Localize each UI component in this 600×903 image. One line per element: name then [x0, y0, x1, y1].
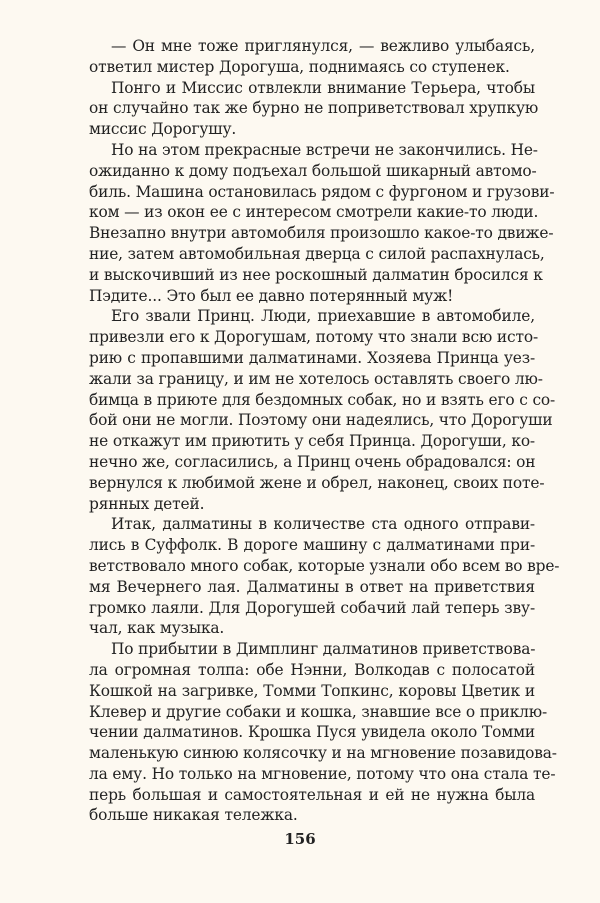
text-line: Кошкой на загривке, Томми Топкинс, коровы Цветик и	[89, 681, 535, 700]
paragraph-6	[89, 639, 557, 826]
text-line: бимца в приюте для бездомных собак, но и взять его с со-	[89, 390, 556, 409]
paragraph-2	[89, 78, 539, 140]
text-line: рию с пропавшими далматинами. Хозяева Принца уез-	[89, 348, 535, 367]
paragraph-5	[89, 514, 560, 639]
text-line: бой они не могли. Поэтому они надеялись, что Дорогуши	[89, 411, 553, 430]
text-line: ком — из окон ее с интересом смотрели какие-то люди.	[89, 203, 539, 222]
text-line: мя Вечернего лая. Далматины в ответ на приветствия	[89, 577, 535, 596]
text-line: жали за границу, и им не хотелось оставлять своего лю-	[89, 369, 543, 388]
page-text	[89, 36, 560, 826]
text-line: По прибытии в Димплинг далматинов приветствова-	[111, 640, 536, 659]
text-line: больше никакая тележка.	[89, 806, 298, 825]
text-line: миссис Дорогушу.	[89, 120, 237, 139]
paragraph-4	[89, 306, 556, 514]
text-line: ла огромная толпа: обе Нэнни, Волкодав с полосатой	[89, 660, 535, 679]
paragraph-3	[89, 140, 555, 306]
text-line: — Он мне тоже приглянулся, — вежливо улыбаясь,	[111, 37, 535, 55]
text-line: Его звали Принц. Люди, приехавшие в автомобиле,	[111, 307, 535, 326]
text-line: Клевер и другие собаки и кошка, знавшие все о приклю-	[89, 702, 548, 721]
text-line: он случайно так же бурно не поприветствовал хрупкую	[89, 99, 539, 118]
text-line: не откажут им приютить у себя Принца. Дорогуши, ко-	[89, 432, 535, 451]
text-line: ла ему. Но только на мгновение, потому что она стала те-	[89, 764, 556, 783]
text-line: ответил мистер Дорогуша, поднимаясь со ступенек.	[89, 57, 510, 76]
text-line: перь большая и самостоятельная и ей не нужна была	[89, 785, 535, 804]
text-line: лись в Суффолк. В дороге машину с далматинами при-	[89, 536, 535, 555]
text-line: и выскочивший из нее роскошный далматин бросился к	[89, 265, 543, 284]
text-line: Итак, далматины в количестве ста одного отправи-	[111, 515, 535, 534]
page-number: 156	[284, 830, 316, 848]
text-line: рянных детей.	[89, 494, 205, 513]
text-line: маленькую синюю колясочку и на мгновение позавидова-	[89, 744, 557, 763]
text-line: нечно же, согласились, а Принц очень обрадовался: он	[89, 452, 536, 471]
text-line: вернулся к любимой жене и обрел, наконец, своих поте-	[89, 473, 545, 492]
text-line: громко лаяли. Для Дорогушей собачий лай теперь зву-	[89, 598, 535, 617]
text-line: Пэдите... Это был ее давно потерянный муж!	[89, 286, 454, 305]
text-line: чении далматинов. Крошка Пуся увидела около Томми	[89, 723, 535, 742]
text-line: Понго и Миссис отвлекли внимание Терьера, чтобы	[111, 78, 535, 97]
text-line: Внезапно внутри автомобиля произошло какое-то движе-	[89, 224, 554, 243]
paragraph-1	[89, 36, 535, 78]
text-line: биль. Машина остановилась рядом с фургоном и грузови-	[89, 182, 555, 201]
text-line: чал, как музыка.	[89, 619, 225, 638]
text-line: ожиданно к дому подъехал большой шикарный автомо-	[89, 161, 537, 180]
text-line: Но на этом прекрасные встречи не закончились. Не-	[111, 140, 538, 159]
text-line: привезли его к Дорогушам, потому что знали всю исто-	[89, 328, 539, 347]
text-line: ние, затем автомобильная дверца с силой распахнулась,	[89, 244, 545, 263]
text-line: ветствовало много собак, которые узнали обо всем во вре-	[89, 556, 560, 575]
